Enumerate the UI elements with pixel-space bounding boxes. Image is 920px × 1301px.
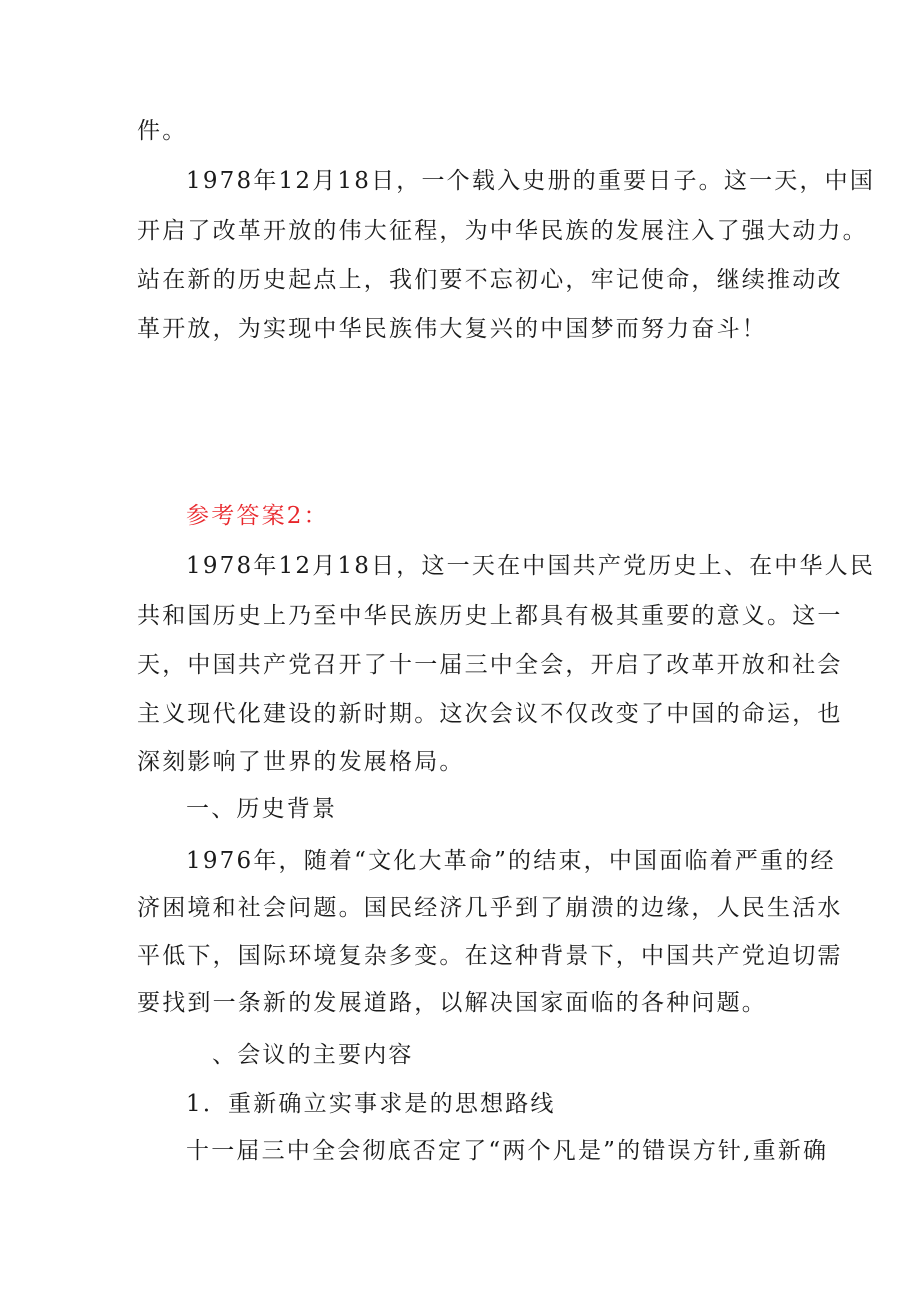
paragraph-line: 济困境和社会问题。国民经济几乎到了崩溃的边缘，人民生活水 — [137, 895, 843, 921]
subheading: 、会议的主要内容 — [212, 1042, 414, 1068]
paragraph-line: 要找到一条新的发展道路，以解决国家面临的各种问题。 — [137, 990, 767, 1016]
paragraph-line: 站在新的历史起点上，我们要不忘初心，牢记使命，继续推动改 — [137, 267, 843, 293]
paragraph-line: 天，中国共产党召开了十一届三中全会，开启了改革开放和社会 — [137, 652, 843, 678]
paragraph-line: 1976年，随着“文化大革命”的结束，中国面临着严重的经 — [186, 848, 836, 874]
paragraph-line: 1978年12月18日，一个载入史册的重要日子。这一天，中国 — [186, 168, 876, 194]
text-line: 件。 — [137, 118, 188, 144]
paragraph-line: 深刻影响了世界的发展格局。 — [137, 749, 465, 775]
paragraph-line: 革开放，为实现中华民族伟大复兴的中国梦而努力奋斗！ — [137, 316, 767, 342]
paragraph-line: 共和国历史上乃至中华民族历史上都具有极其重要的意义。这一 — [137, 603, 843, 629]
numbered-heading: 1．重新确立实事求是的思想路线 — [186, 1091, 556, 1117]
subheading: 一、历史背景 — [186, 796, 338, 822]
section-heading: 参考答案2： — [186, 503, 329, 529]
paragraph-line: 主义现代化建设的新时期。这次会议不仅改变了中国的命运，也 — [137, 701, 843, 727]
paragraph-line: 十一届三中全会彻底否定了“两个凡是”的错误方针,重新确 — [186, 1138, 829, 1164]
paragraph-line: 开启了改革开放的伟大征程，为中华民族的发展注入了强大动力。 — [137, 218, 868, 244]
paragraph-line: 平低下，国际环境复杂多变。在这种背景下，中国共产党迫切需 — [137, 943, 843, 969]
paragraph-line: 1978年12月18日，这一天在中国共产党历史上、在中华人民 — [186, 553, 876, 579]
